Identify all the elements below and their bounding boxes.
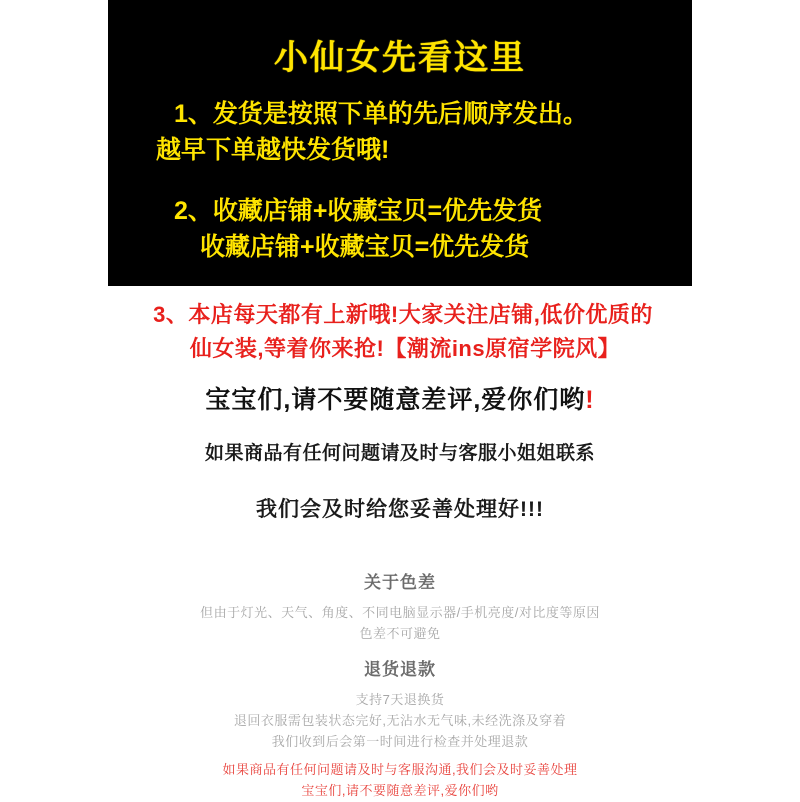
red-notice-block bbox=[0, 298, 800, 366]
color-difference-line-2: 色差不可避免 bbox=[359, 625, 441, 641]
banner-item-1 bbox=[134, 97, 666, 168]
banner-item-2-line-1: 2、收藏店铺+收藏宝贝=优先发货 bbox=[174, 197, 543, 225]
banner-item-1-line-1: 1、发货是按照下单的先后顺序发出。 bbox=[174, 100, 588, 128]
returns-heading: 退货退款 bbox=[364, 660, 436, 679]
banner-item-2 bbox=[134, 194, 666, 265]
note-primary-exclamation: ! bbox=[585, 386, 595, 414]
color-difference-section bbox=[0, 568, 800, 645]
returns-section bbox=[0, 655, 800, 752]
note-tertiary: 我们会及时给您妥善处理好!!! bbox=[256, 498, 544, 521]
returns-line-2: 退回衣服需包装状态完好,无沾水无气味,未经洗涤及穿着 bbox=[233, 712, 567, 728]
banner-panel bbox=[108, 0, 692, 286]
color-difference-heading: 关于色差 bbox=[364, 573, 436, 592]
banner-item-1-line-2: 越早下单越快发货哦! bbox=[156, 135, 390, 164]
banner-item-2-line-2: 收藏店铺+收藏宝贝=优先发货 bbox=[200, 232, 530, 261]
returns-line-3: 我们收到后会第一时间进行检查并处理退款 bbox=[271, 733, 529, 749]
footer-notice-line-2: 宝宝们,请不要随意差评,爱你们哟 bbox=[301, 782, 499, 798]
color-difference-line-1: 但由于灯光、天气、角度、不同电脑显示器/手机亮度/对比度等原因 bbox=[200, 605, 600, 620]
note-primary bbox=[0, 380, 800, 416]
note-block bbox=[0, 380, 800, 523]
note-secondary: 如果商品有任何问题请及时与客服小姐姐联系 bbox=[204, 443, 595, 464]
footer-notice-line-1: 如果商品有任何问题请及时与客服沟通,我们会及时妥善处理 bbox=[222, 762, 578, 777]
footer-notice bbox=[0, 760, 800, 802]
note-primary-text: 宝宝们,请不要随意差评,爱你们哟 bbox=[205, 386, 586, 414]
returns-line-1: 支持7天退换货 bbox=[355, 692, 445, 707]
red-notice-line-2: 仙女装,等着你来抢!【潮流ins原宿学院风】 bbox=[189, 336, 621, 362]
red-notice-line-1: 3、本店每天都有上新哦!大家关注店铺,低价优质的 bbox=[153, 302, 653, 327]
banner-title: 小仙女先看这里 bbox=[274, 39, 526, 77]
